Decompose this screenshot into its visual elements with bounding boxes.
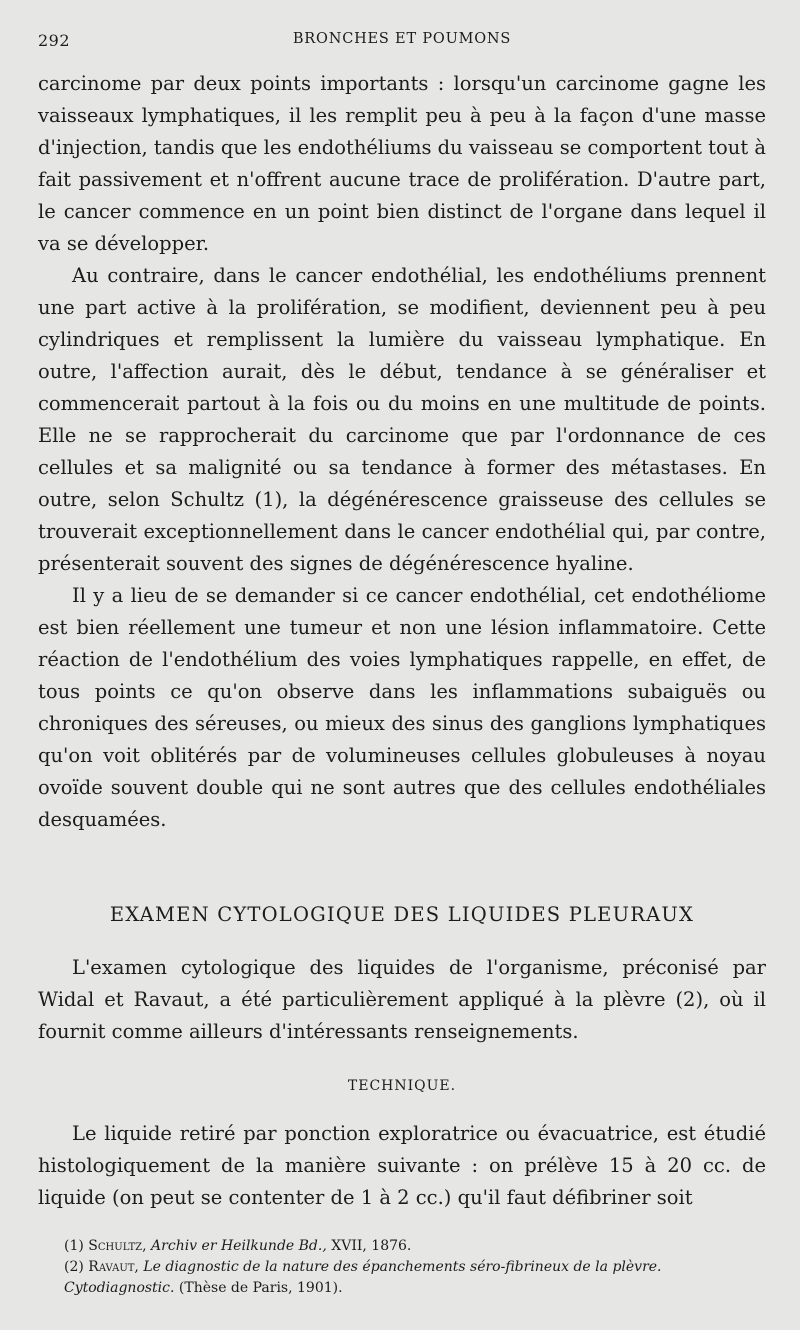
footnote-2-title: Le diagnostic de la nature des épanchements séro-fibrineux de la plèvre. Cytodiagnostic. (64, 1259, 662, 1296)
running-header (38, 28, 766, 58)
footnote-2-details: (Thèse de Paris, 1901). (178, 1280, 343, 1296)
paragraph-endothelial-cancer: Au contraire, dans le cancer endothélial, les endothéliums prennent une part active à la prolifération, se modifient, deviennent peu à peu cylindriques et remplissent la lumière du vaisseau lymphatique. En outre, l'affection aurait, dès le début, tendance à se généraliser et commencerait partout à la fois ou du moins en une multitude de points. Elle ne se rapprocherait du carcinome que par l'ordonnance de ces cellules et sa malignité ou sa tendance à former des métastases. En outre, selon Schultz (1), la dégénérescence graisseuse des cellules se trouverait exceptionnellement dans le cancer endothélial qui, par contre, présenterait souvent des signes de dégénérescence hyaline. (38, 264, 766, 575)
footnote-1-details: XVII, 1876. (331, 1238, 412, 1254)
running-title: BRONCHES ET POUMONS (292, 31, 512, 47)
paragraph-continuation: carcinome par deux points importants : lorsqu'un carcinome gagne les vaisseaux lymphatiques, il les remplit peu à peu à la façon d'une masse d'injection, tandis que les endothéliums du vaisseau se comportent tout à fait passivement et n'offrent aucune trace de prolifération. D'autre part, le cancer commence en un point bien distinct de l'organe dans lequel il va se développer. (38, 72, 766, 255)
footnote-2-author: Ravaut, (88, 1259, 139, 1275)
footnote-1 (64, 1236, 766, 1257)
subsection-heading: TECHNIQUE. (347, 1078, 457, 1094)
body-text (38, 68, 766, 1214)
footnote-2 (64, 1257, 766, 1299)
section-intro-paragraph: L'examen cytologique des liquides de l'organisme, préconisé par Widal et Ravaut, a été particulièrement appliqué à la plèvre (2), où il fournit comme ailleurs d'intéressants renseignements. (38, 956, 766, 1043)
page-number: 292 (38, 31, 71, 50)
footnote-2-number: (2) (64, 1259, 84, 1275)
footnote-1-author: Schultz, (88, 1238, 147, 1254)
footnotes (64, 1236, 766, 1299)
footnote-1-number: (1) (64, 1238, 84, 1254)
section-heading: EXAMEN CYTOLOGIQUE DES LIQUIDES PLEURAUX (109, 903, 695, 926)
technique-paragraph: Le liquide retiré par ponction exploratrice ou évacuatrice, est étudié histologiquement de la manière suivante : on prélève 15 à 20 cc. de liquide (on peut se contenter de 1 à 2 cc.) qu'il faut défibriner soit (38, 1122, 766, 1209)
paragraph-inflammation-question: Il y a lieu de se demander si ce cancer endothélial, cet endothéliome est bien réellement une tumeur et non une lésion inflammatoire. Cette réaction de l'endothélium des voies lymphatiques rappelle, en effet, de tous points ce qu'on observe dans les inflammations subaiguës ou chroniques des séreuses, ou mieux des sinus des ganglions lymphatiques qu'on voit oblitérés par de volumineuses cellules globuleuses à noyau ovoïde souvent double qui ne sont autres que des cellules endothéliales desquamées. (38, 584, 766, 831)
footnote-1-title: Archiv er Heilkunde Bd., (151, 1238, 327, 1254)
